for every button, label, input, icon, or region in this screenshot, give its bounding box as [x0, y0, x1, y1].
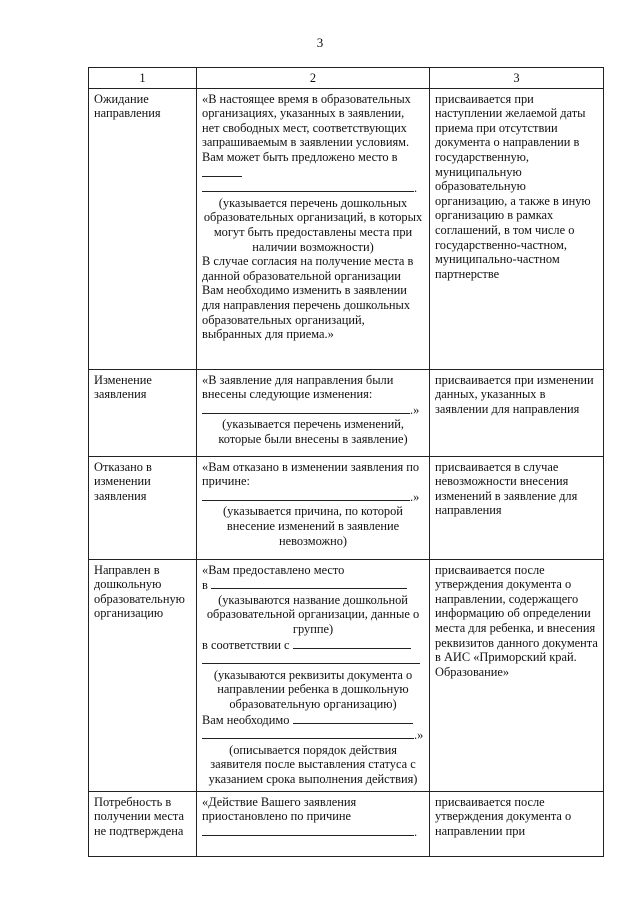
status-name: Потребность в получении места не подтверждена [89, 791, 197, 856]
table-row [89, 791, 604, 856]
text-note: (указываются название дошкольной образовательной организации, данные о группе) [206, 592, 420, 636]
status-text [197, 369, 430, 456]
description-paragraph: в АИС «Приморский край. Образование» [435, 650, 577, 679]
text-note: (указывается причина, по которой внесение изменений в заявление невозможно) [223, 504, 403, 548]
status-name: Ожидание направления [89, 88, 197, 369]
status-text [197, 791, 430, 856]
column-header-1: 1 [89, 68, 197, 89]
blank-line [202, 165, 242, 177]
blank-line [293, 712, 413, 724]
blank-line [293, 637, 411, 649]
blank-line [202, 489, 410, 501]
text-paragraph: «В настоящее время в образовательных организациях, указанных в заявлении, нет свободных мест, соответствующих запрашиваемым в заявлении условиям. Вам может быть предложено место в [202, 91, 411, 164]
status-name: Изменение заявления [89, 369, 197, 456]
status-description: присваивается при изменении данных, указанных в заявлении для направления [430, 369, 604, 456]
text-note: (указываются реквизиты документа о направлении ребенка в дошкольную образовательную организацию) [213, 667, 413, 711]
table-row [89, 88, 604, 369]
text-paragraph: «В заявление для направления были внесены следующие изменения: [202, 372, 394, 402]
text-note: (описывается порядок действия заявителя после выставления статуса с указанием срока выполнения действия) [208, 742, 418, 786]
status-description [430, 559, 604, 791]
text-note: (указывается перечень изменений, которые были внесены в заявление) [218, 417, 408, 446]
blank-line [211, 577, 407, 589]
table-row [89, 369, 604, 456]
table-row [89, 456, 604, 559]
table-header-row [89, 68, 604, 89]
description-paragraph: присваивается после утверждения документа о направлении, содержащего информацию об определении места для ребенка, и внесения реквизитов данного документа [435, 562, 598, 650]
status-name: Отказано в изменении заявления [89, 456, 197, 559]
table-row [89, 559, 604, 791]
text-note: (указывается перечень дошкольных образовательных организаций, в которых могут быть предоставлены места при наличии возможности) [203, 195, 423, 254]
column-header-2: 2 [197, 68, 430, 89]
text-end: .» [414, 728, 424, 743]
text-end: .» [410, 402, 420, 417]
blank-line [202, 180, 414, 192]
text-paragraph: в [202, 578, 208, 593]
status-description: присваивается после утверждения документа о направлении при [430, 791, 604, 856]
text-paragraph: «Вам предоставлено место [202, 562, 345, 577]
text-paragraph: «Действие Вашего заявления приостановлено по причине [202, 794, 357, 824]
blank-line [202, 727, 414, 739]
blank-line [202, 402, 410, 414]
page-number: 3 [316, 35, 324, 50]
text-end: . [414, 181, 418, 196]
text-paragraph: в соответствии с [202, 637, 290, 652]
status-description: присваивается при наступлении желаемой даты приема при отсутствии документа о направлении в государственную, муниципальную образовательную организацию, а также в иную организацию в рамках соглашений, в том числе о государственно-частном, муниципально-частном партнерстве [430, 88, 604, 369]
status-text [197, 88, 430, 369]
status-text [197, 559, 430, 791]
status-name: Направлен в дошкольную образовательную организацию [89, 559, 197, 791]
text-end: .» [410, 489, 420, 504]
blank-line [202, 824, 414, 836]
blank-line [202, 652, 420, 664]
status-table [88, 67, 604, 857]
text-paragraph: В случае согласия на получение места в данной образовательной организации Вам необходимо изменить в заявлении для направления перечень дошкольных образовательных организаций, выбранных для приема.» [202, 254, 414, 342]
text-end: . [414, 824, 418, 839]
text-paragraph: Вам необходимо [202, 712, 290, 727]
status-text [197, 456, 430, 559]
text-paragraph: «Вам отказано в изменении заявления по причине: [202, 459, 420, 489]
status-description: присваивается в случае невозможности внесения изменений в заявление для направления [430, 456, 604, 559]
column-header-3: 3 [430, 68, 604, 89]
